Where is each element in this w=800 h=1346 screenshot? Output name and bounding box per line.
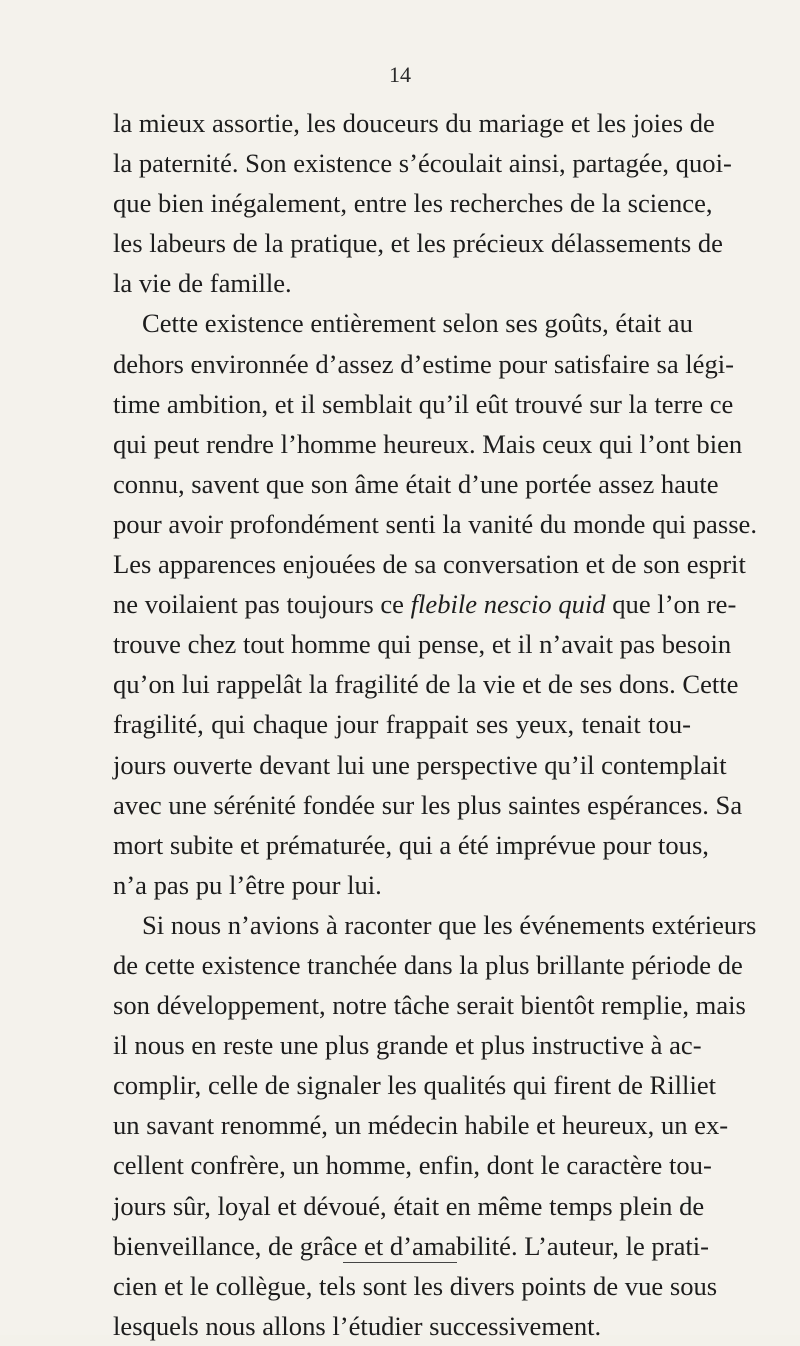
- text-line-with-latin-phrase: [113, 584, 737, 624]
- page-number: 14: [389, 62, 411, 87]
- text-line: fragilité, qui chaque jour frappait ses yeux, tenait tou-: [113, 709, 691, 740]
- text-line: jours sûr, loyal et dévoué, était en même temps plein de: [113, 1190, 705, 1221]
- latin-phrase: flebile nescio quid: [410, 589, 606, 620]
- text-line: mort subite et prématurée, qui a été imprévue pour tous,: [113, 829, 709, 860]
- paragraph-end-line: n’a pas pu l’être pour lui.: [113, 869, 382, 900]
- text-line: complir, celle de signaler les qualités qui firent de Rilliet: [113, 1070, 717, 1101]
- text-line: connu, savent que son âme était d’une portée assez haute: [113, 468, 719, 499]
- section-divider-rule: [343, 1262, 457, 1263]
- text-line: avec une sérénité fondée sur les plus saintes espérances. Sa: [113, 789, 743, 820]
- text-line: cien et le collègue, tels sont les divers points de vue sous: [113, 1270, 718, 1301]
- text-line: un savant renommé, un médecin habile et heureux, un ex-: [113, 1110, 729, 1141]
- text-line: la mieux assortie, les douceurs du mariage et les joies de: [113, 108, 715, 138]
- text-line: les labeurs de la pratique, et les précieux délassements de: [113, 228, 723, 259]
- text-line: il nous en reste une plus grande et plus instructive à ac-: [113, 1030, 702, 1061]
- paragraph-end-line: la vie de famille.: [113, 268, 292, 299]
- text-line: Les apparences enjouées de sa conversation et de son esprit: [113, 549, 746, 580]
- paragraph-start-line: Si nous n’avions à raconter que les événements extérieurs: [142, 909, 757, 940]
- paragraph-start-line: Cette existence entièrement selon ses goûts, était au: [142, 308, 693, 339]
- text-segment: ne voilaient pas toujours ce: [113, 589, 411, 620]
- text-line: trouve chez tout homme qui pense, et il n’avait pas besoin: [113, 629, 732, 660]
- paragraph-end-line: lesquels nous allons l’étudier successivement.: [113, 1310, 602, 1341]
- text-line: cellent confrère, un homme, enfin, dont le caractère tou-: [113, 1150, 712, 1181]
- text-line: pour avoir profondément senti la vanité du monde qui passe.: [113, 508, 758, 539]
- text-line: qu’on lui rappelât la fragilité de la vie et de ses dons. Cette: [113, 669, 739, 700]
- text-line: dehors environnée d’assez d’estime pour satisfaire sa légi-: [113, 348, 735, 379]
- text-line: de cette existence tranchée dans la plus brillante période de: [113, 949, 743, 980]
- body-text: [113, 103, 758, 1346]
- text-line: time ambition, et il semblait qu’il eût trouvé sur la terre ce: [113, 388, 734, 419]
- text-line: qui peut rendre l’homme heureux. Mais ceux qui l’ont bien: [113, 428, 743, 459]
- text-line: bienveillance, de grâce et d’amabilité. L’auteur, le prati-: [113, 1230, 710, 1261]
- text-line: jours ouverte devant lui une perspective qu’il contemplait: [113, 749, 727, 780]
- text-line: son développement, notre tâche serait bientôt remplie, mais: [113, 990, 746, 1021]
- text-segment: que l’on re-: [605, 589, 737, 620]
- text-line: que bien inégalement, entre les recherches de la science,: [113, 188, 713, 219]
- text-line: la paternité. Son existence s’écoulait ainsi, partagée, quoi-: [113, 148, 732, 179]
